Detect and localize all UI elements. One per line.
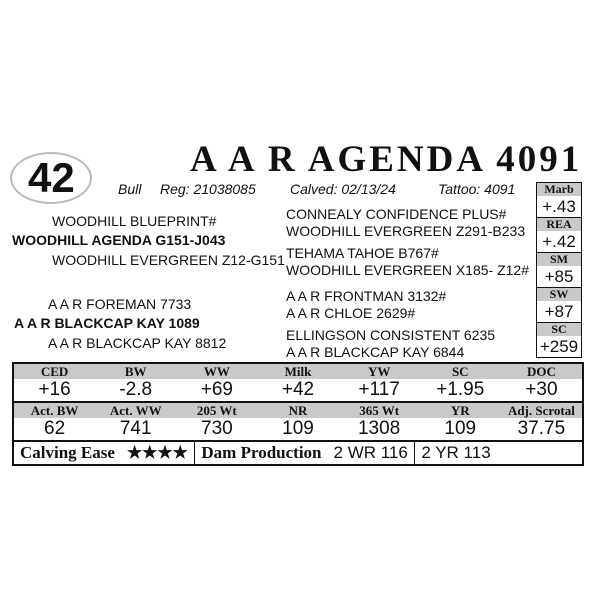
sire-sire: WOODHILL BLUEPRINT# [52, 213, 217, 229]
actuals-header-row [14, 403, 582, 418]
epd-value: +30 [525, 379, 558, 400]
epd-value-row [14, 379, 582, 401]
lot-number: 42 [28, 154, 75, 201]
epd-value: +.42 [542, 232, 576, 251]
dam-production-wr: 2 WR 116 [333, 443, 408, 462]
ggp-4: WOODHILL EVERGREEN X185- Z12# [286, 262, 530, 278]
epd-value: -2.8 [119, 379, 153, 400]
epd-sc [537, 323, 581, 358]
epd-label: Marb [537, 183, 581, 196]
actual-value: 62 [44, 418, 66, 439]
ggp-7: ELLINGSON CONSISTENT 6235 [286, 327, 496, 343]
ggp-2: WOODHILL EVERGREEN Z291-B233 [286, 223, 526, 239]
epd-header-row [14, 364, 582, 379]
animal-name: A A R AGENDA 4091 [190, 139, 583, 180]
actual-header: 205 Wt [196, 403, 237, 418]
actual-header: NR [288, 403, 308, 418]
epd-value: +117 [358, 379, 400, 400]
registration-number: Reg: 21038085 [160, 181, 256, 197]
epd-sw [537, 288, 581, 323]
epd-value: +69 [200, 379, 233, 400]
actual-value: 109 [282, 418, 314, 439]
epd-value: +16 [38, 379, 71, 400]
epd-label: SM [537, 253, 581, 266]
actual-header: 365 Wt [359, 403, 400, 418]
footer-row [14, 440, 582, 464]
actual-header: Act. BW [30, 403, 79, 418]
epd-value: +1.95 [436, 379, 485, 400]
calved-date: Calved: 02/13/24 [290, 181, 396, 197]
dam-dam: A A R BLACKCAP KAY 8812 [48, 335, 227, 351]
epd-label: REA [537, 218, 581, 231]
actual-header: YR [450, 403, 470, 418]
epd-header: WW [203, 364, 230, 379]
ggp-3: TEHAMA TAHOE B767# [286, 245, 439, 261]
carcass-epd-column [536, 182, 582, 358]
actual-header: Adj. Scrotal [507, 403, 575, 418]
tattoo: Tattoo: 4091 [438, 181, 516, 197]
actual-value: 109 [444, 418, 477, 439]
epd-value: +87 [544, 302, 574, 321]
actual-value: 37.75 [517, 418, 566, 439]
dam-production-yr: 2 YR 113 [421, 443, 491, 462]
lot-badge [10, 152, 92, 204]
ggp-1: CONNEALY CONFIDENCE PLUS# [286, 206, 507, 222]
epd-label: SW [537, 288, 581, 301]
epd-value: +.43 [542, 197, 576, 216]
calving-ease-label: Calving Ease [20, 443, 115, 462]
sex: Bull [118, 181, 142, 197]
actual-value: 741 [119, 418, 152, 439]
actual-value: 1308 [357, 418, 401, 439]
epd-label: SC [537, 323, 581, 336]
dam: A A R BLACKCAP KAY 1089 [14, 315, 200, 331]
ggp-6: A A R CHLOE 2629# [286, 305, 416, 321]
ggp-5: A A R FRONTMAN 3132# [286, 288, 447, 304]
dam-sire: A A R FOREMAN 7733 [48, 296, 192, 312]
epd-header: Milk [284, 364, 312, 379]
calving-ease-stars: ★★★★ [126, 443, 188, 462]
ggp-8: A A R BLACKCAP KAY 6844 [286, 344, 465, 360]
epd-sm [537, 253, 581, 288]
epd-grid [12, 362, 584, 466]
epd-rea [537, 218, 581, 253]
epd-header: CED [40, 364, 69, 379]
epd-header: BW [124, 364, 147, 379]
epd-value: +85 [544, 267, 574, 286]
epd-value: +42 [281, 379, 315, 400]
epd-header: DOC [526, 364, 556, 379]
epd-header: YW [367, 364, 391, 379]
epd-header: SC [451, 364, 469, 379]
sire-dam: WOODHILL EVERGREEN Z12-G151 [52, 252, 285, 268]
actual-value: 730 [201, 418, 233, 439]
dam-production-label: Dam Production [201, 443, 322, 462]
sire: WOODHILL AGENDA G151-J043 [12, 232, 226, 248]
epd-marb [537, 183, 581, 218]
epd-value: +259 [539, 337, 579, 356]
actual-header: Act. WW [109, 403, 162, 418]
actuals-value-row [14, 418, 582, 440]
